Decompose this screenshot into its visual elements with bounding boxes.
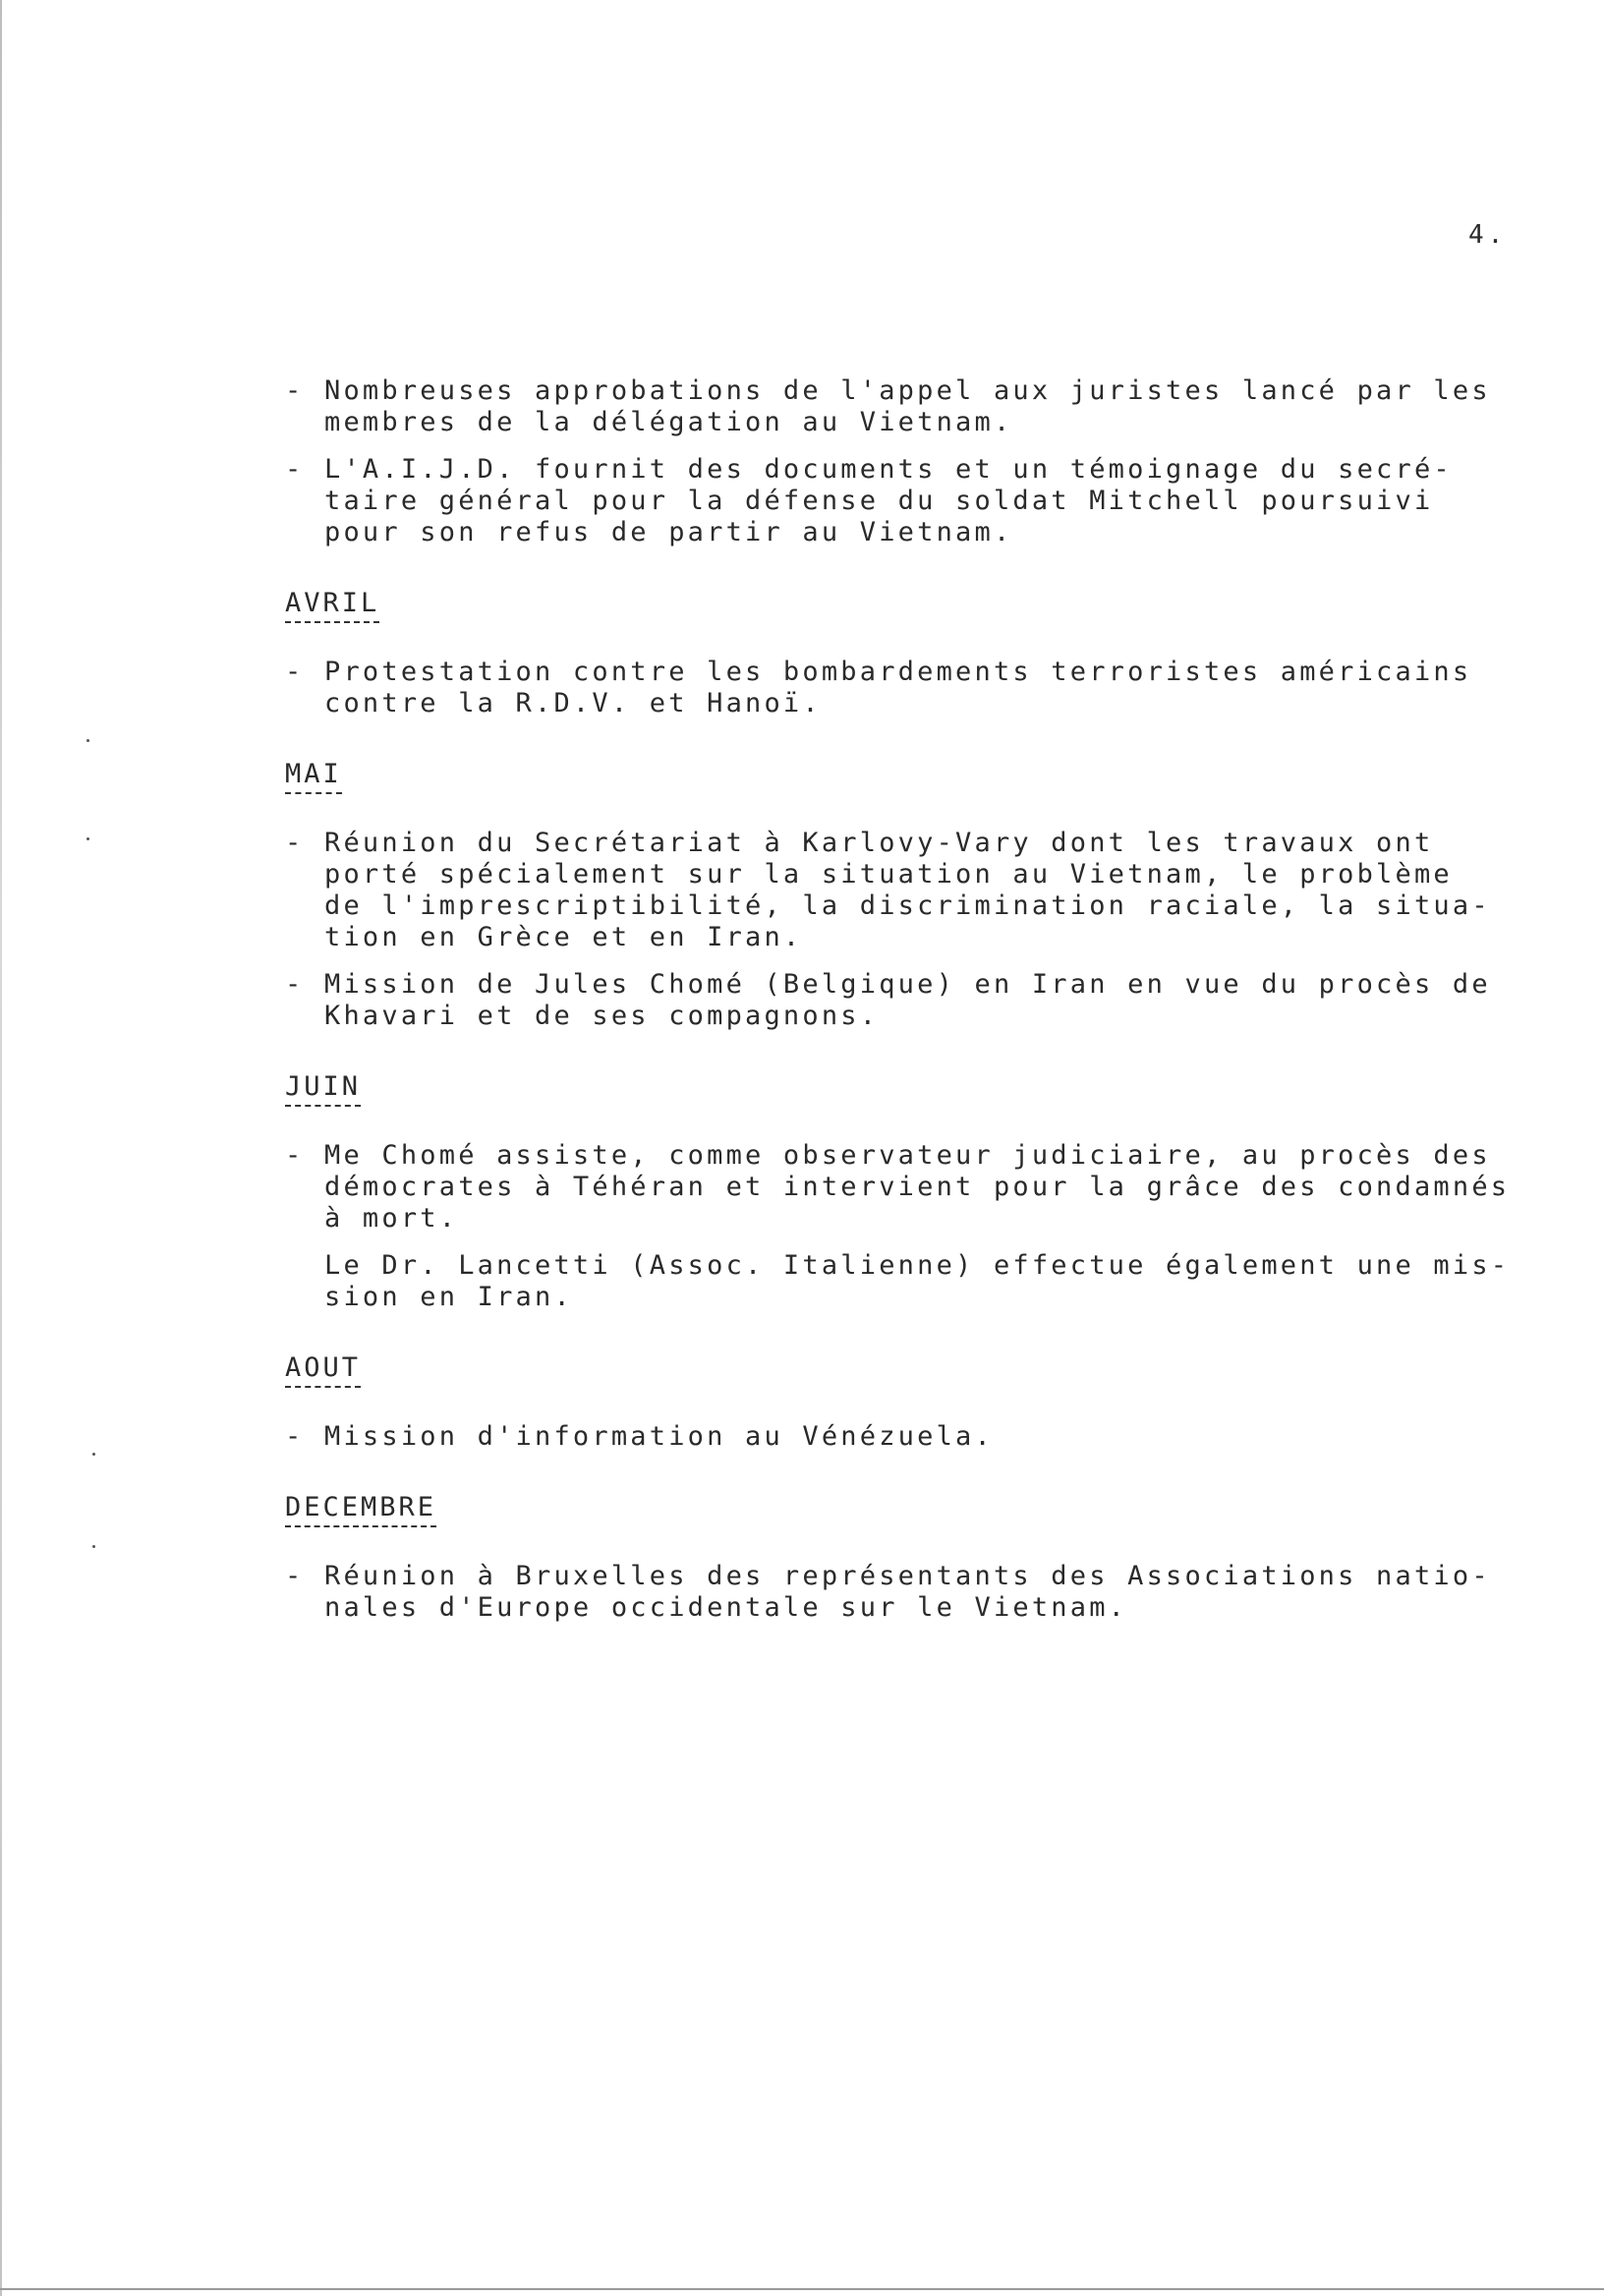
- list-item: [285, 969, 1563, 1032]
- list-item-text: Réunion du Secrétariat à Karlovy-Vary dont les travaux ont porté spécialement sur la situation au Vietnam, le problème de l'imprescriptibilité, la discrimination raciale, la situa- tion en Grèce et en Iran.: [324, 828, 1491, 952]
- list-item-text: Protestation contre les bombardements terroristes américains contre la R.D.V. et Hanoï.: [324, 657, 1472, 718]
- bullet-dash: -: [285, 828, 305, 858]
- list-item: [285, 375, 1563, 438]
- page-left-edge: [0, 0, 2, 2296]
- list-item: [285, 1421, 1563, 1453]
- list-item-text: L'A.I.J.D. fournit des documents et un témoignage du secré- taire général pour la défense du soldat Mitchell poursuivi pour son refus de partir au Vietnam.: [324, 454, 1453, 547]
- list-item: [285, 1561, 1563, 1624]
- list-item-text: Réunion à Bruxelles des représentants des Associations natio- nales d'Europe occidentale sur le Vietnam.: [324, 1561, 1491, 1623]
- bullet-dash: -: [285, 375, 305, 406]
- section-heading-avril: AVRIL: [285, 588, 379, 623]
- list-item: [285, 828, 1563, 953]
- list-item-text: Nombreuses approbations de l'appel aux juristes lancé par les membres de la délégation au Vietnam.: [324, 375, 1491, 437]
- bullet-dash: -: [285, 1140, 305, 1171]
- section-heading-juin: JUIN: [285, 1071, 361, 1107]
- scan-speck: [92, 1453, 95, 1456]
- bullet-dash: -: [285, 969, 305, 1000]
- list-item-text: Mission de Jules Chomé (Belgique) en Iran en vue du procès de Khavari et de ses compagnons.: [324, 969, 1491, 1031]
- bullet-dash: -: [285, 657, 305, 687]
- scan-speck: [92, 1545, 95, 1548]
- bullet-dash: -: [285, 1421, 305, 1452]
- scan-speck: [86, 837, 89, 840]
- section-heading-decembre: DECEMBRE: [285, 1492, 436, 1527]
- bullet-dash: -: [285, 454, 305, 485]
- paragraph-note: Le Dr. Lancetti (Assoc. Italienne) effectue également une mis- sion en Iran.: [324, 1250, 1511, 1312]
- document-body: [285, 375, 1563, 1639]
- page-bottom-edge: [0, 2288, 1604, 2290]
- list-item: [285, 1140, 1563, 1234]
- list-item: [285, 657, 1563, 719]
- list-item-text: Me Chomé assiste, comme observateur judiciaire, au procès des démocrates à Téhéran et intervient pour la grâce des condamnés à mort.: [324, 1140, 1511, 1234]
- section-heading-mai: MAI: [285, 759, 342, 794]
- bullet-dash: -: [285, 1561, 305, 1591]
- scan-speck: [86, 739, 89, 742]
- page-number: 4.: [1468, 220, 1508, 250]
- list-item: [285, 454, 1563, 548]
- list-item-text: Mission d'information au Vénézuela.: [324, 1421, 994, 1452]
- section-heading-aout: AOUT: [285, 1352, 361, 1388]
